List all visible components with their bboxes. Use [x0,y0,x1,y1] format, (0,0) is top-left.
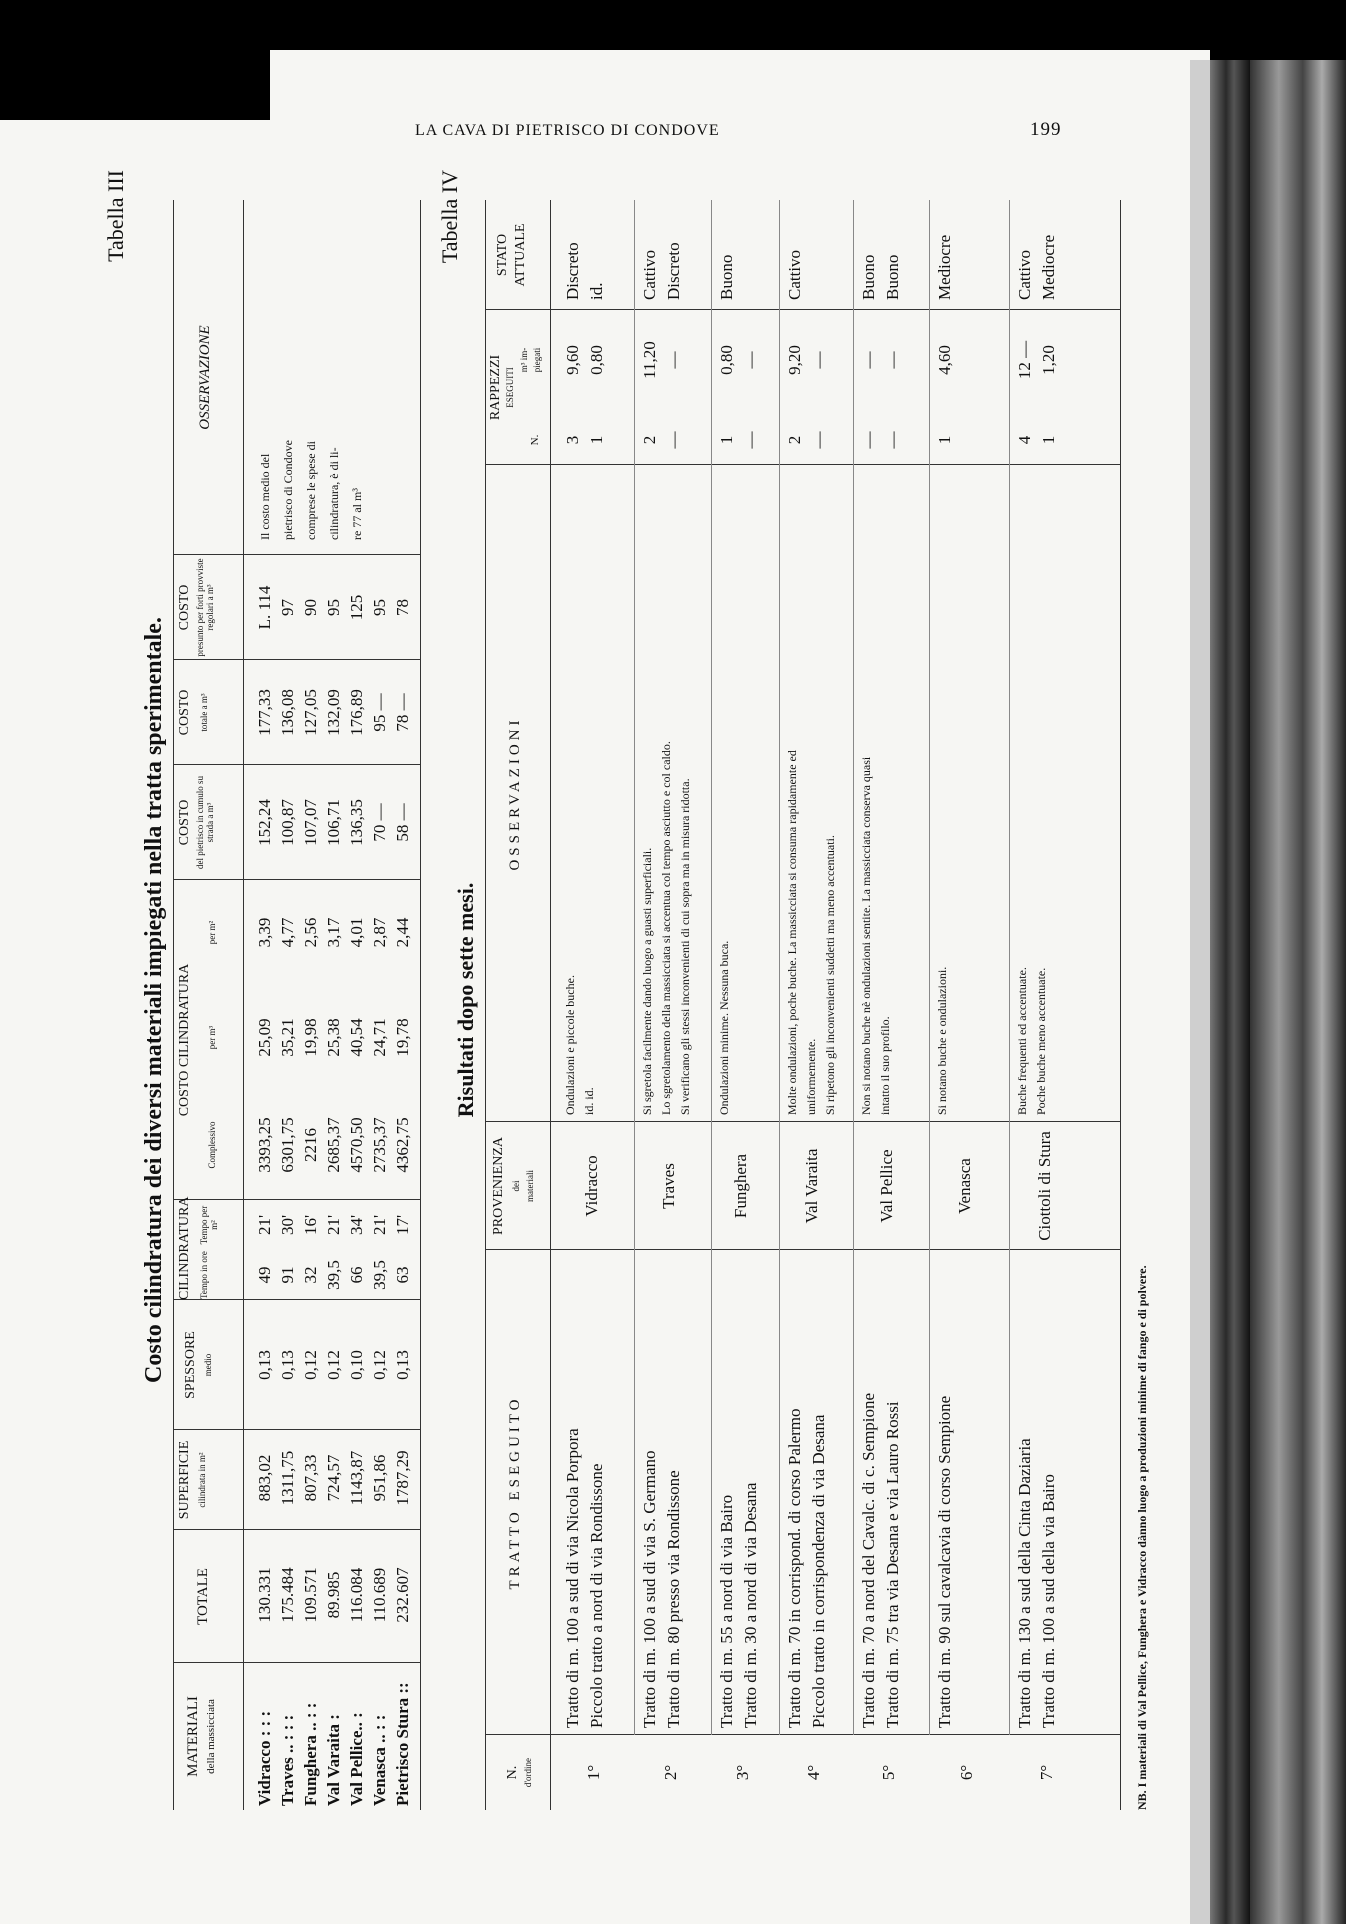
running-header: LA CAVA DI PIETRISCO DI CONDOVE [415,122,720,139]
osservazione-text: Ondulazioni e piccole buche. [563,975,577,1115]
t3-cell-per_m3: 19,98 [301,1018,320,1057]
tratto-text: Tratto di m. 75 tra via Desana e via Lauro Rossi [883,1401,902,1728]
t3-cell-pietrisco: 136,35 [347,799,366,846]
t3-cell-ore: 63 [393,1266,412,1284]
t3-cell-per_m2: 2,56 [301,917,320,948]
t3-osservazione-line: cilindratura, è di li- [327,447,341,540]
th-provenienza-sub2: materiali [525,1170,535,1202]
rappezzi-m3: — [883,351,902,369]
provenienza-text: Funghera [731,1153,750,1219]
th-spessore-sub: medio [203,1353,213,1377]
rappezzi-n: 2 [640,435,659,445]
page-edge [1190,60,1210,1924]
t3-cell-presunto: 97 [278,599,297,616]
osservazione-text: Non si notano buche nè ondulazioni sentite. La massicciata conserva quasi [859,756,873,1115]
tratto-text: Tratto di m. 100 a sud della via Bairo [1039,1474,1058,1728]
stato-text: Discreto [664,242,683,300]
th-totale: TOTALE [195,1568,211,1625]
t3-cell-spessore: 0,13 [278,1350,297,1380]
t3-cell-per_m3: 35,21 [278,1018,297,1057]
osservazione-text: Si ripetono gli inconvenienti suddetti ma meno accentuati. [823,835,837,1115]
tratto-text: Tratto di m. 130 a sud della Cinta Daziaria [1015,1438,1034,1728]
t3-cell-totale_m3: 177,33 [255,689,274,736]
rappezzi-m3: — [741,351,760,369]
t3-cell-totale: 130.331 [255,1567,274,1623]
tratto-text: Tratto di m. 70 in corrispond. di corso Palermo [785,1408,804,1728]
book-spine [1250,60,1346,1924]
t3-cell-ore: 49 [255,1266,274,1284]
rappezzi-m3: 11,20 [640,341,659,379]
group-number: 3° [733,1764,752,1781]
t3-cell-presunto: 90 [301,599,320,616]
t3-cell-per_m2: 4,01 [347,917,366,948]
t3-cell-per_m2: 3,17 [324,917,343,948]
t3-cell-complessivo: 3393,25 [255,1117,274,1173]
osservazione-text: Si notano buche e ondulazioni. [935,966,949,1115]
tratto-text: Tratto di m. 55 a nord di via Bairo [717,1494,736,1728]
t3-cell-ore: 66 [347,1266,366,1284]
t3-cell-spessore: 0,10 [347,1350,366,1380]
t3-cell-per_m2: 3,39 [255,917,274,948]
t3-cell-spessore: 0,12 [324,1350,343,1380]
th-stato: STATO [495,233,510,277]
provenienza-text: Vidracco [581,1155,601,1217]
t3-cell-pietrisco: 100,87 [278,799,297,846]
group-number: 1° [583,1764,603,1781]
tratto-text: Tratto di m. 90 sul cavalcavia di corso Sempione [935,1395,954,1728]
t3-cell-per_m2: 2,87 [370,917,389,948]
t3-cell-per_m2: 2,44 [393,917,412,948]
rappezzi-n: 1 [935,435,954,445]
rappezzi-m3: 9,20 [785,345,804,375]
t3-cell-presunto: L. 114 [255,585,274,630]
th-costo-totale-sub: totale a m³ [199,693,209,732]
tratto-text: Tratto di m. 100 a sud di via S. Germano [640,1450,659,1728]
stato-text: id. [587,282,606,300]
rappezzi-n: — [859,431,878,449]
th-per-m3: per m³ [207,1025,217,1050]
provenienza-text: Val Pellice [877,1149,896,1223]
th-provenienza: PROVENIENZA [491,1137,506,1235]
osservazione-text: intatto il suo profilo. [878,1016,892,1115]
rappezzi-n: 1 [587,435,606,445]
rappezzi-m3: 1,20 [1039,345,1058,375]
rappezzi-m3: 9,60 [563,345,582,375]
t3-osservazione-line: pietrisco di Condove [281,440,295,540]
th-tempo-m2: Tempo per m² [199,1205,219,1245]
rappezzi-n: 2 [785,435,804,445]
t3-cell-tempo: 30' [278,1214,297,1236]
rappezzi-n: — [664,431,683,449]
t3-cell-presunto: 125 [347,594,366,621]
t3-cell-materiale: Traves .. : : : [278,1714,297,1806]
th-osservazione: OSSERVAZIONE [197,325,213,430]
t3-cell-spessore: 0,13 [255,1350,274,1380]
t3-cell-tempo: 16' [301,1214,320,1236]
rappezzi-n: — [883,431,902,449]
osservazione-text: Lo sgretolamento della massicciata si accentua col tempo asciutto e col caldo. [659,741,673,1115]
page-number: 199 [1030,119,1062,140]
t3-cell-complessivo: 4362,75 [393,1117,412,1173]
osservazione-text: Si sgretola facilmente dando luogo a guasti superficiali. [640,847,654,1115]
th-costo-presunto: COSTO [177,584,192,631]
table4-title: Risultati dopo sette mesi. [453,882,478,1118]
t3-cell-superficie: 724,57 [324,1454,343,1502]
t3-cell-totale: 175.484 [278,1567,297,1623]
stato-text: Mediocre [1039,234,1058,300]
rappezzi-m3: — [859,351,878,369]
th-tratto: TRATTO ESEGUITO [507,1395,523,1590]
t3-cell-totale_m3: 176,89 [347,689,366,736]
osservazione-text: Molte ondulazioni, poche buche. La massicciata si consuma rapidamente ed [785,750,799,1115]
rotated-content [95,160,1185,1840]
t3-cell-totale_m3: 78 — [393,693,412,732]
t3-cell-materiale: Pietrisco Stura :: [393,1682,412,1806]
t3-cell-per_m3: 19,78 [393,1018,412,1057]
table3-title: Costo cilindratura dei diversi materiali impiegati nella tratta sperimentale. [141,617,167,1383]
t3-cell-totale: 89.985 [324,1571,343,1619]
t3-cell-presunto: 78 [393,599,412,616]
t3-cell-spessore: 0,12 [370,1350,389,1380]
stato-text: Buono [883,254,902,300]
table4-label: Tabella IV [437,170,462,264]
t3-cell-per_m3: 25,38 [324,1018,343,1057]
provenienza-text: Val Varaita [802,1148,821,1224]
group-number: 5° [879,1764,898,1781]
t3-cell-superficie: 1787,29 [393,1450,412,1506]
scan-border [0,50,270,120]
book-spine-shadow [1210,60,1250,1924]
rappezzi-n: 3 [563,435,582,445]
tratto-text: Tratto di m. 100 a sud di via Nicola Porpora [563,1428,582,1728]
t3-cell-tempo: 21' [324,1214,343,1236]
t3-cell-tempo: 17' [393,1214,412,1236]
t3-cell-complessivo: 2216 [301,1128,320,1162]
th-spessore: SPESSORE [183,1331,198,1399]
rappezzi-m3: 0,80 [587,345,606,375]
t3-cell-totale: 109.571 [301,1567,320,1623]
t3-cell-tempo: 21' [255,1214,274,1236]
t3-cell-per_m3: 25,09 [255,1018,274,1057]
th-superficie-sub: cilindrata in m² [197,1452,207,1508]
t3-cell-superficie: 1311,75 [278,1450,297,1506]
th-costo-totale: COSTO [177,689,192,736]
th-rap-m3b: piegati [532,347,542,373]
osservazione-text: uniformemente. [804,1038,818,1115]
th-osservazioni: OSSERVAZIONI [507,716,523,871]
rappezzi-m3: — [809,351,828,369]
provenienza-text: Ciottoli di Stura [1035,1131,1054,1241]
stato-text: Mediocre [935,234,954,300]
th-rap-n: N. [529,434,541,446]
t3-cell-materiale: Venasca .. : : [370,1714,389,1806]
tratto-text: Tratto di m. 70 a nord del Cavalc. di c. Sempione [859,1392,878,1728]
t3-cell-per_m2: 4,77 [278,917,297,948]
t3-cell-totale_m3: 95 — [370,693,389,732]
table3-label: Tabella III [103,170,128,262]
t3-cell-per_m3: 40,54 [347,1018,366,1057]
group-number: 2° [660,1764,680,1781]
t3-cell-tempo: 34' [347,1214,366,1236]
osservazione-text: Ondulazioni minime. Nessuna buca. [717,940,731,1115]
th-rappezzi: RAPPEZZI [488,354,503,421]
t3-cell-spessore: 0,13 [393,1350,412,1380]
stato-text: Cattivo [640,249,659,300]
group-number: 7° [1037,1764,1056,1781]
th-materiali: MATERIALI [185,1696,201,1777]
stato-text: Cattivo [785,249,804,300]
t3-osservazione-line: comprese le spese di [304,441,318,540]
t3-cell-totale: 110.689 [370,1567,389,1623]
th-materiali-sub: della massicciata [205,1699,217,1774]
rappezzi-m3: 12 — [1015,340,1034,380]
tratto-text: Tratto di m. 80 presso via Rondissone [664,1470,683,1728]
t3-cell-ore: 39,5 [370,1260,389,1290]
t3-cell-pietrisco: 58 — [393,803,412,842]
t3-cell-materiale: Vidracco : : : [255,1710,274,1806]
t3-cell-superficie: 807,33 [301,1454,320,1502]
group-number: 6° [957,1764,976,1781]
th-n-sub: d'ordine [523,1757,533,1788]
t3-cell-ore: 91 [278,1266,297,1284]
t3-cell-complessivo: 6301,75 [278,1117,297,1173]
stato-text: Cattivo [1015,249,1034,300]
rappezzi-n: 4 [1015,435,1034,445]
t3-cell-ore: 39,5 [324,1260,343,1290]
stato-text: Buono [859,254,878,300]
th-costo-pietrisco-sub: del pietrisco in cumulo su strada a m³ [195,776,215,869]
th-tempo-ore: Tempo in ore [199,1251,209,1299]
th-costo-cilindratura: COSTO CILINDRATURA [177,963,192,1117]
rappezzi-m3: 4,60 [935,345,954,375]
t3-cell-pietrisco: 106,71 [324,799,343,846]
nb-note: NB. I materiali di Val Pellice, Funghera e Vidracco dànno luogo a produzioni minime di fango e di polvere. [1135,1265,1149,1810]
th-rappezzi-sub: ESEGUITI [505,367,515,408]
t3-cell-pietrisco: 107,07 [301,799,320,846]
stato-text: Discreto [563,242,582,300]
tratto-text: Tratto di m. 30 a nord di via Desana [741,1482,760,1728]
t3-cell-totale: 116.084 [347,1567,366,1623]
rappezzi-m3: — [664,351,683,369]
t3-cell-pietrisco: 70 — [370,803,389,842]
th-complessivo: Complessivo [207,1121,217,1169]
th-stato-sub: ATTUALE [513,223,528,287]
th-superficie: SUPERFICIE [177,1440,192,1520]
th-per-m2: per m² [207,920,217,945]
t3-cell-pietrisco: 152,24 [255,799,274,846]
t3-cell-materiale: Funghera .. : : [301,1702,320,1806]
t3-cell-materiale: Val Varaita : [324,1714,343,1806]
t3-cell-superficie: 1143,87 [347,1450,366,1506]
t3-cell-presunto: 95 [370,599,389,616]
t3-cell-totale_m3: 127,05 [301,689,320,736]
t3-cell-totale_m3: 136,08 [278,689,297,736]
t3-osservazione-line: Il costo medio del [258,453,272,540]
t3-cell-superficie: 951,86 [370,1454,389,1502]
group-number: 4° [804,1764,823,1781]
t3-cell-ore: 32 [301,1266,320,1284]
rappezzi-n: — [741,431,760,449]
rappezzi-m3: 0,80 [717,345,736,375]
provenienza-text: Venasca [955,1158,974,1214]
t3-cell-presunto: 95 [324,599,343,616]
t3-cell-complessivo: 2685,37 [324,1117,343,1173]
t3-cell-per_m3: 24,71 [370,1018,389,1057]
t3-cell-tempo: 21' [370,1214,389,1236]
th-costo-presunto-sub: presunto per forti provviste regolari a m³ [195,558,215,657]
t3-cell-totale_m3: 132,09 [324,689,343,736]
th-rap-m3: m³ im- [519,347,529,373]
t3-cell-superficie: 883,02 [255,1454,274,1502]
rappezzi-n: — [809,431,828,449]
th-costo-pietrisco: COSTO [177,799,192,846]
osservazione-text: Buche frequenti ed accentuate. [1015,967,1029,1115]
t3-cell-totale: 232.607 [393,1567,412,1623]
stato-text: Buono [717,254,736,300]
osservazione-text: Si verificano gli stessi inconvenienti di cui sopra ma in misura ridotta. [678,778,692,1115]
provenienza-text: Traves [658,1163,678,1209]
t3-cell-spessore: 0,12 [301,1350,320,1380]
th-n: N. [505,1765,520,1780]
t3-cell-complessivo: 2735,37 [370,1117,389,1173]
t3-osservazione-line: re 77 al m³ [350,488,364,540]
th-cilindratura: CILINDRATURA [177,1196,192,1300]
osservazione-text: id. id. [582,1087,596,1115]
th-provenienza-sub1: dei [511,1180,521,1192]
t3-cell-complessivo: 4570,50 [347,1117,366,1173]
rappezzi-n: 1 [1039,435,1058,445]
tratto-text: Piccolo tratto in corrispondenza di via Desana [809,1414,828,1728]
osservazione-text: Poche buche meno accentuate. [1034,967,1048,1115]
rappezzi-n: 1 [717,435,736,445]
t3-cell-materiale: Val Pellice.. : [347,1712,366,1806]
tratto-text: Piccolo tratto a nord di via Rondissone [587,1463,606,1728]
